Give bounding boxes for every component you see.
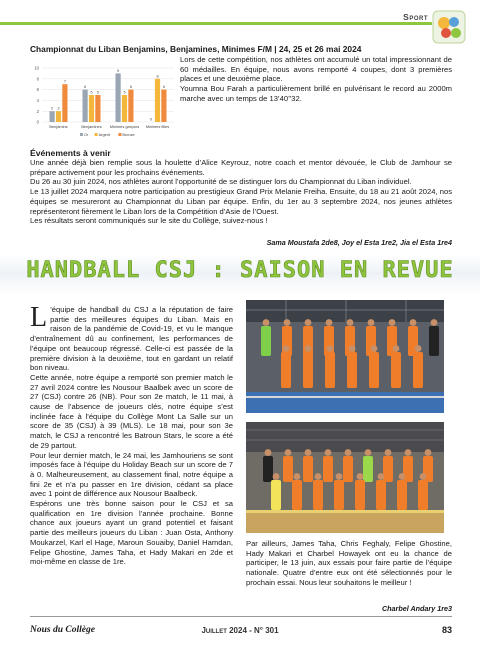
player-head — [410, 319, 417, 326]
player-head — [389, 319, 396, 326]
player-head — [378, 473, 385, 480]
player-head — [283, 345, 290, 352]
player-head — [357, 473, 364, 480]
player — [334, 480, 344, 510]
player-head — [431, 319, 438, 326]
events-title: Événements à venir — [30, 148, 111, 158]
player — [271, 480, 281, 510]
player — [283, 456, 293, 482]
legend-label: Bronze — [122, 131, 135, 137]
player-head — [371, 345, 378, 352]
bar — [128, 90, 133, 122]
player — [429, 326, 439, 356]
player-head — [399, 473, 406, 480]
data-label: 5 — [123, 90, 126, 95]
player-head — [425, 449, 432, 456]
player-head — [327, 345, 334, 352]
events-author-credit: Sama Moustafa 2de8, Joy el Esta 1re2, Jia el Esta 1re4 — [266, 238, 452, 247]
photo-caption: Par ailleurs, James Taha, Chris Feghaly, Felipe Ghostine, Hady Makari et Charbel Howayek ont eu la chance de participer, le 13 juin, aux essais pour faire partie de l’équipe nationale. Quatre d’entre eux ont été sélectionnés pour le prochain essai. Nous leur souhaitons le meilleur ! — [246, 539, 452, 587]
x-tick-label: Minimes filles — [145, 124, 170, 129]
player — [383, 456, 393, 482]
player — [397, 480, 407, 510]
bar — [122, 95, 127, 122]
championship-paragraph: Lors de cette compétition, nos athlètes ont accumulé un total impressionnant de 60 médailles. En équipe, nous avons remporté 4 coupes, dont 3 premières places et une deuxième place. — [180, 55, 452, 84]
data-label: 2 — [57, 106, 60, 111]
player-head — [415, 345, 422, 352]
championship-text — [180, 55, 452, 104]
player-head — [326, 319, 333, 326]
y-tick-label: 0 — [36, 119, 39, 125]
dropcap: L — [30, 302, 48, 333]
events-paragraph: Une année déjà bien remplie sous la houlette d’Alice Keyrouz, notre coach et mentor dévouée, le Club de Jamhour se prépare activement pour les prochains événements. — [30, 158, 452, 177]
player-head — [420, 473, 427, 480]
data-label: 5 — [96, 90, 99, 95]
paragraph-text: ’équipe de handball du CSJ a la réputation de faire partie des meilleures équipes du Liban. Mais en raison de la pandémie de Covid-19, et vu le manque d’entraînement dû au confinement, les performances de l’équipe ont beaucoup régressé. Celle-ci est passée de la première division à la deuxième, tout en gardant un relatif bon niveau. — [30, 305, 233, 373]
championship-paragraph: Youmna Bou Farah a particulièrement brillé en pulvérisant le record au 2000m marche avec un temps de 13’40’’32. — [180, 84, 452, 103]
magazine-name: Nous du Collège — [30, 625, 95, 635]
player — [418, 480, 428, 510]
team-photo-gym — [246, 300, 444, 413]
data-label: 6 — [84, 85, 87, 90]
player — [325, 352, 335, 388]
player — [263, 456, 273, 482]
player-head — [345, 449, 352, 456]
player-head — [385, 449, 392, 456]
player-head — [368, 319, 375, 326]
events-paragraph: Le 13 juillet 2024 marquera notre participation au prestigieux Grand Prix Melanie Freiha. Ensuite, du 18 au 21 août 2024, nos équipes se mesureront au Championnat du Liban par équipe. Enfin, du 1er au 3 septembre 2024, nos jeunes athlètes représenteront fièrement le Liban lors de la Compétition d’Asie de l’Ouest. — [30, 187, 452, 216]
article-paragraph: Pour leur dernier match, le 24 mai, les Jamhouriens se sont imposés face à l’équipe du Holiday Beach sur un score de 7 à 0. Malheureusement, au classement final, notre équipe a fini 2e et n’a pu passer en 1re division, cédant sa place avec 1 point de différence aux Nousour Baalbeck. — [30, 450, 233, 499]
medal-chart — [28, 62, 178, 148]
bar — [155, 79, 160, 122]
events-text — [30, 158, 452, 226]
data-label: 5 — [90, 90, 93, 95]
player-head — [365, 449, 372, 456]
bar — [56, 111, 61, 122]
y-tick-label: 10 — [34, 65, 39, 71]
section-label: Sport — [403, 12, 428, 22]
footer-rule — [30, 616, 452, 617]
player-head — [305, 319, 312, 326]
data-label: 9 — [117, 68, 120, 73]
bar — [62, 84, 67, 122]
player — [413, 352, 423, 388]
legend-label: Or — [84, 131, 89, 137]
championship-title: Championnat du Liban Benjamins, Benjamines, Minimes F/M | 24, 25 et 26 mai 2024 — [30, 44, 362, 54]
player — [376, 480, 386, 510]
bar — [89, 95, 94, 122]
data-label: 6 — [129, 85, 132, 90]
section-bar — [0, 22, 432, 25]
handball-author-credit: Charbel Andary 1re3 — [381, 604, 452, 613]
handball-article — [30, 302, 233, 567]
handball-title: HANDBALL CSJ : SAISON EN REVUE — [26, 258, 454, 283]
bar — [50, 111, 55, 122]
y-tick-label: 2 — [36, 108, 39, 114]
player-head — [393, 345, 400, 352]
bar — [116, 73, 121, 122]
player-head — [284, 319, 291, 326]
player-head — [265, 449, 272, 456]
player — [343, 456, 353, 482]
player-head — [315, 473, 322, 480]
player-head — [405, 449, 412, 456]
player-head — [349, 345, 356, 352]
player-head — [305, 345, 312, 352]
legend-label: Argent — [98, 131, 111, 137]
data-label: 7 — [63, 79, 66, 84]
article-paragraph: Cette année, notre équipe a remporté son premier match le 27 avril 2024 contre les Nousour Baalbek avec un score de 27 (CSJ) contre 26 (NB). Pour son 2e match, le 11 mai, à cause de l’absence de joueurs clés, notre équipe s’est inclinée face à l’équipe du Collège Mont La Salle sur un score de 35 (CSJ) à 39 (MLS). Le 18 mai, pour son 3e match, le CSJ a rencontré les Batroun Stars, le score a été de 29 partout. — [30, 372, 233, 450]
article-paragraph: Espérons une très bonne saison pour le CSJ et sa qualification en 1re division l’année prochaine. Bonne chance aux joueurs ayant un grand potentiel et faisant partie des meilleurs joueurs du Liban : Juan Osta, Anthony Moukarzel, Karl el Hage, Maroun Souaiby, Daniel Hamdan, Felipe Ghostine, James Taha, et Hady Makari en 2de et moi-même en classe de 1re. — [30, 499, 233, 567]
player — [303, 456, 313, 482]
player-head — [305, 449, 312, 456]
player-head — [347, 319, 354, 326]
player-head — [294, 473, 301, 480]
data-label: 2 — [51, 106, 54, 111]
bar — [161, 90, 166, 122]
player — [363, 456, 373, 482]
data-label: 8 — [156, 74, 159, 79]
y-tick-label: 4 — [36, 98, 39, 103]
player — [347, 352, 357, 388]
events-paragraph: Les résultats seront communiqués sur le site du Collège, suivez-nous ! — [30, 216, 268, 226]
legend-swatch — [95, 133, 98, 136]
bar — [95, 95, 100, 122]
player-head — [285, 449, 292, 456]
events-paragraph: Du 26 au 30 juin 2024, nos athlètes auront l’opportunité de se distinguer lors du Championnat du Liban individuel. — [30, 177, 412, 187]
player-head — [336, 473, 343, 480]
y-tick-label: 6 — [36, 87, 39, 93]
player — [281, 352, 291, 388]
y-tick-label: 8 — [36, 76, 39, 82]
data-label: 0 — [150, 117, 153, 122]
player-head — [263, 319, 270, 326]
x-tick-label: Benjamines — [81, 124, 102, 129]
player — [292, 480, 302, 510]
player — [313, 480, 323, 510]
x-tick-label: Benjamins — [49, 124, 68, 129]
data-label: 6 — [162, 85, 165, 90]
player — [355, 480, 365, 510]
player — [303, 352, 313, 388]
player — [391, 352, 401, 388]
legend-swatch — [80, 133, 83, 136]
legend-swatch — [118, 133, 121, 136]
player — [323, 456, 333, 482]
team-photo-court — [246, 422, 444, 533]
player-head — [325, 449, 332, 456]
player-head — [273, 473, 280, 480]
issue-info: Juillet 2024 - N° 301 — [201, 626, 279, 635]
bar — [83, 90, 88, 122]
player — [261, 326, 271, 356]
player — [369, 352, 379, 388]
article-paragraph — [30, 302, 233, 373]
x-tick-label: Minimes garçons — [109, 124, 140, 129]
sport-logo-icon — [432, 10, 466, 44]
page-number: 83 — [441, 625, 452, 635]
